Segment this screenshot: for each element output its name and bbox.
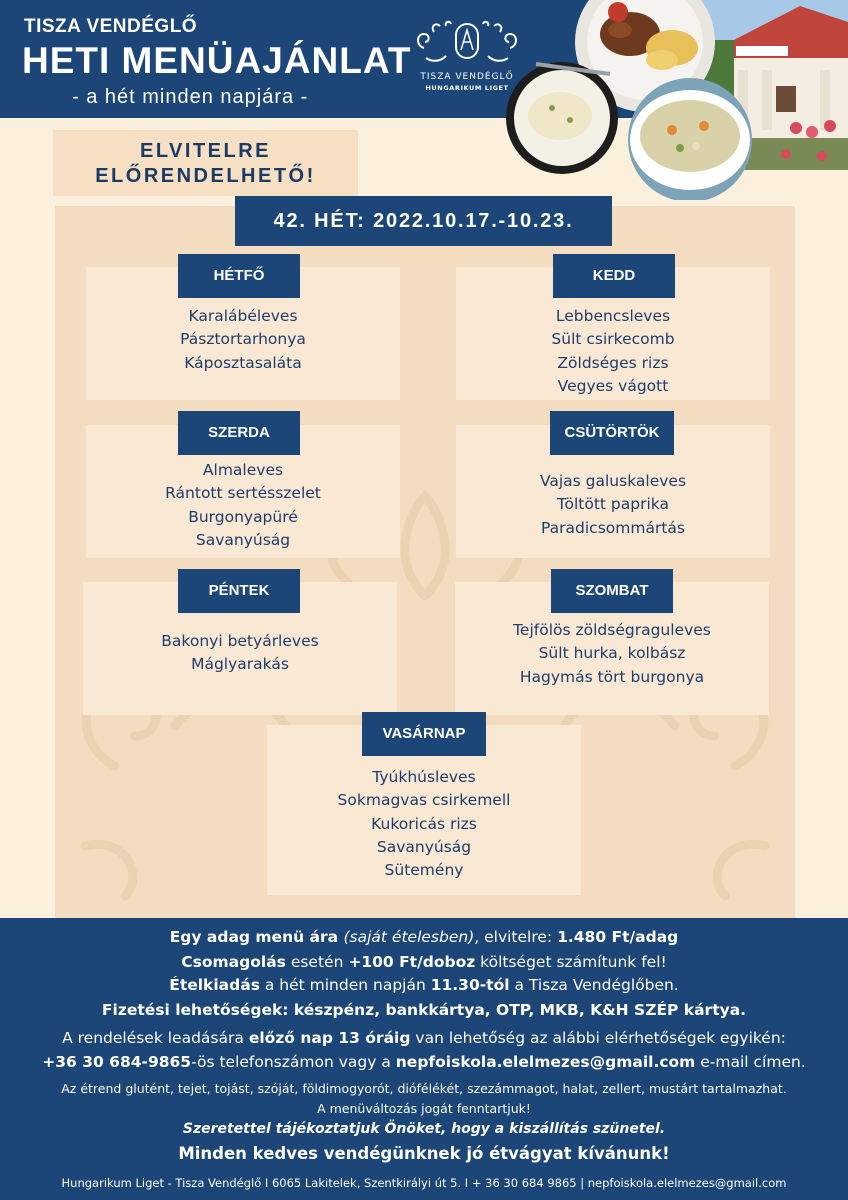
order-deadline: előző nap 13 óráig — [248, 1029, 411, 1047]
page-title: HETI MENÜAJÁNLAT — [22, 40, 412, 81]
food-photo-collage — [500, 0, 848, 200]
order-line: A rendelések leadására előző nap 13 óráig van lehetőség az alábbi elérhetőségek egyikén: — [62, 1029, 786, 1047]
menu-item: Paradicsommártás — [541, 518, 685, 537]
menu-item: Káposztasaláta — [184, 353, 302, 372]
contact-email: nepfoiskola.elelmezes@gmail.com — [395, 1053, 696, 1071]
packaging-line: Csomagolás esetén +100 Ft/doboz költséget számítunk fel! — [181, 953, 667, 971]
change-line: A menüváltozás jogát fenntartjuk! — [317, 1101, 531, 1116]
menu-item: Lebbencsleves — [555, 307, 671, 325]
menu-item: Hagymás tört burgonya — [519, 667, 705, 686]
takeaway-line-2: ELŐRENDELHETŐ! — [95, 165, 316, 187]
logo-subname: HUNGARIKUM LIGET — [425, 84, 509, 92]
day-items-friday — [83, 630, 397, 677]
week-banner: 42. HÉT: 2022.10.17.-10.23. — [235, 196, 612, 246]
day-label-sunday: VASÁRNAP — [362, 712, 486, 756]
menu-item: Bakonyi betyárleves — [161, 632, 319, 650]
day-label-tuesday: KEDD — [553, 254, 675, 298]
menu-item: Burgonyapüré — [188, 507, 298, 526]
menu-item: Zöldséges rizs — [557, 353, 669, 372]
menu-item: Almaleves — [202, 461, 284, 479]
soup-bowl-photo — [628, 78, 752, 200]
menu-item: Sült hurka, kolbász — [538, 644, 686, 663]
day-items-tuesday — [456, 305, 770, 398]
serving-line: Ételkiadás a hét minden napján 11.30-tól a Tisza Vendéglőben. — [169, 976, 679, 994]
payment-line: Fizetési lehetőségek: készpénz, bankkártya, OTP, MKB, K&H SZÉP kártya. — [101, 1001, 747, 1019]
takeaway-line-1: ELVITELRE — [139, 140, 272, 162]
day-items-saturday — [455, 619, 769, 689]
restaurant-name: TISZA VENDÉGLŐ — [24, 16, 198, 37]
price-line — [0, 928, 848, 946]
day-items-wednesday — [86, 459, 400, 552]
price-note: (saját ételesben) — [343, 928, 475, 946]
notice-line: Szeretettel tájékoztatjuk Önöket, hogy a kiszállítás szünetel. — [182, 1121, 666, 1137]
menu-item: Sokmagvas csirkemell — [337, 791, 511, 810]
menu-item: Karalábéleves — [188, 307, 298, 325]
menu-item: Máglyarakás — [191, 655, 289, 674]
menu-item: Savanyúság — [376, 837, 472, 856]
serving-time: 11.30-tól — [430, 976, 510, 994]
day-items-monday — [86, 305, 400, 375]
page-subtitle: - a hét minden napjára - — [72, 86, 309, 108]
packaging-price: +100 Ft/doboz — [348, 953, 476, 971]
allergen-line: Az étrend glutént, tejet, tojást, szóját, földimogyorót, diófélékét, szezámmagot, halat, zellert, mustárt tartalmazhat. — [61, 1081, 787, 1096]
day-label-thursday: CSÜTÖRTÖK — [550, 411, 674, 455]
menu-item: Sült csirkecomb — [551, 330, 675, 349]
takeaway-note — [53, 130, 358, 196]
info-footer — [0, 918, 848, 1200]
menu-item: Kukoricás rizs — [371, 814, 477, 833]
address-line: Hungarikum Liget - Tisza Vendéglő I 6065 Lakitelek, Szentkirályi út 5. I + 36 30 684 9865 | nepfoiskola.elelmezes@gmail.com — [61, 1176, 787, 1190]
day-items-thursday — [456, 470, 770, 540]
day-label-friday: PÉNTEK — [178, 569, 300, 613]
contact-phone: +36 30 684-9865 — [42, 1053, 192, 1071]
menu-item: Vegyes vágott — [557, 376, 669, 395]
menu-item: Pásztortarhonya — [180, 330, 306, 349]
menu-item: Sütemény — [384, 861, 464, 880]
logo-name: TISZA VENDÉGLŐ — [420, 72, 514, 82]
price-value: 1.480 Ft/adag — [557, 928, 679, 946]
day-label-wednesday: SZERDA — [178, 411, 300, 455]
contact-line: +36 30 684-9865-ös telefonszámon vagy a nepfoiskola.elelmezes@gmail.com e-mail címen. — [42, 1053, 806, 1071]
menu-item: Savanyúság — [195, 530, 291, 549]
menu-item: Vajas galuskaleves — [539, 472, 687, 490]
day-items-sunday — [267, 766, 581, 882]
wish-line: Minden kedves vendégünknek jó étvágyat kívánunk! — [178, 1144, 670, 1163]
serving-label: Ételkiadás — [169, 976, 260, 994]
menu-item: Tejfölös zöldségraguleves — [513, 621, 711, 639]
rice-dish-photo — [506, 62, 618, 174]
menu-item: Töltött paprika — [557, 495, 669, 514]
day-label-saturday: SZOMBAT — [551, 569, 673, 613]
price-takeaway: , elvitelre: — [474, 928, 558, 946]
packaging-label: Csomagolás — [181, 953, 286, 971]
day-label-monday: HÉTFŐ — [178, 254, 300, 298]
price-label: Egy adag menü ára — [169, 928, 344, 946]
menu-item: Tyúkhúsleves — [372, 768, 476, 786]
menu-item: Rántott sertésszelet — [165, 484, 321, 503]
